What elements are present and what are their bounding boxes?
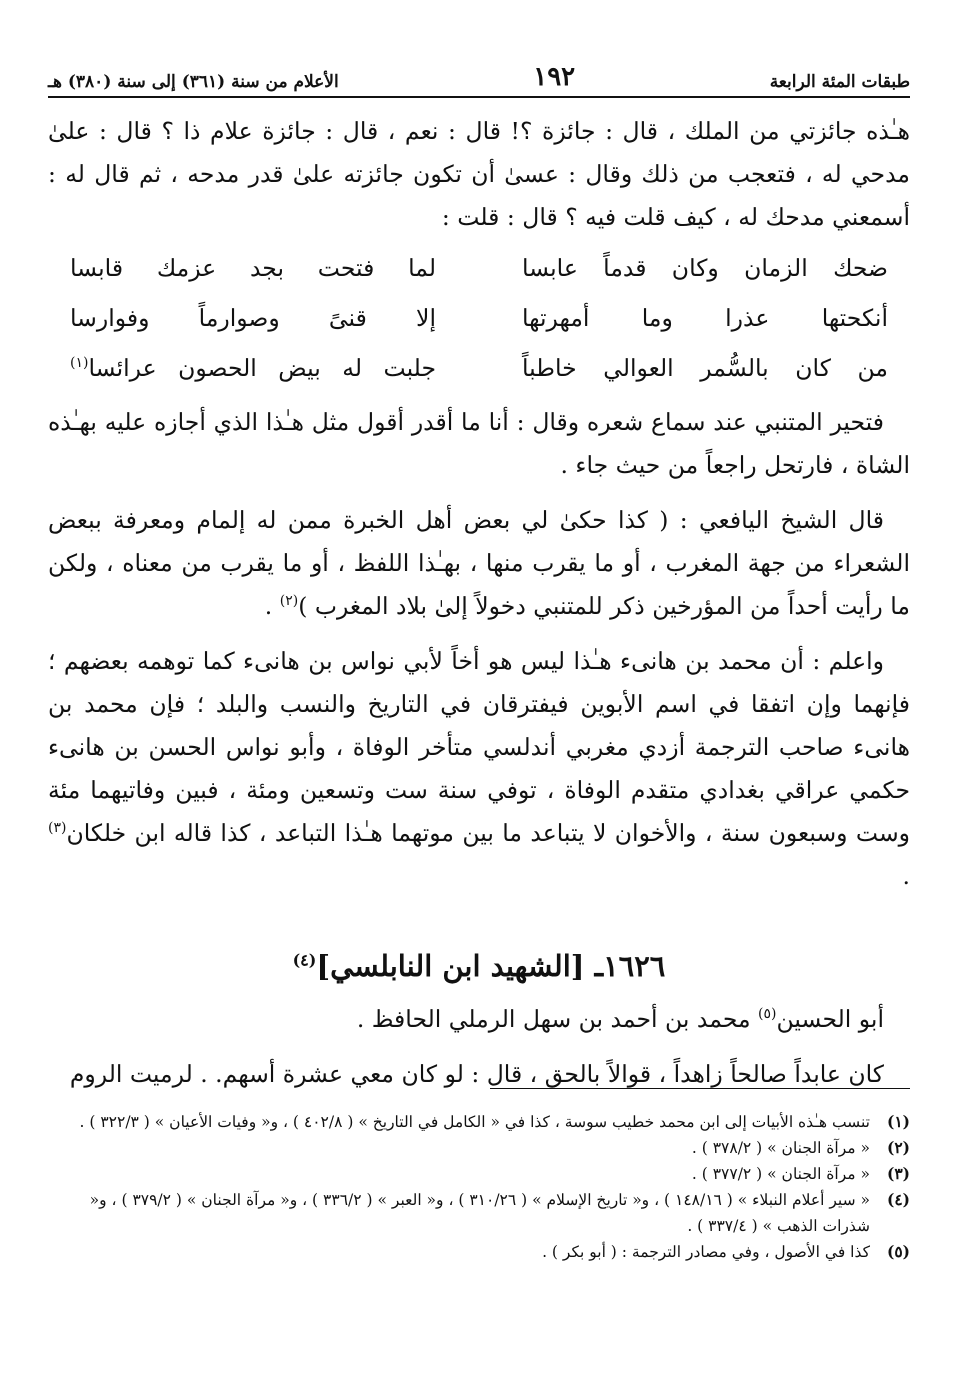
entry-heading [48,944,910,988]
paragraph-4 [48,640,910,898]
footnote-5 [48,1239,910,1265]
footnote-1-text: تنسب هـٰذه الأبيات إلى ابن محمد خطيب سوسة ، كذا في « الكامل في التاريخ » ( ٤٠٢/٨ ) ، و« وفيات الأعيان » ( ٣٢٢/٣ ) . [79,1113,870,1131]
footnote-1-number: (١) [886,1112,910,1131]
book-page [48,58,910,1096]
poem [48,243,910,393]
footnote-ref-4[interactable]: (٤) [292,950,317,970]
footnote-5-text: كذا في الأصول ، وفي مصادر الترجمة : ( أبو بكر ) . [542,1243,870,1261]
footnote-1 [48,1109,910,1135]
paragraph-3-text: قال الشيخ اليافعي : ( كذا حكىٰ لي بعض أهل الخبرة ممن له إلمام ومعرفة ببعض الشعراء من جهة المغرب ، أو ما يقرب منها ، بهـٰذا اللفظ ، أو ما يقرب من معناه ، ولكن ما رأيت أحداً من المؤرخين ذكر للمتنبي دخولاً إلىٰ بلاد المغرب ) [48,506,910,620]
footnote-ref-5[interactable]: (٥) [758,1006,777,1023]
paragraph-3-tail: . [264,592,280,620]
paragraph-3 [48,499,910,628]
verse-1-first-hemistich: ضحك الزمان وكان قدماً عابسا [522,253,888,282]
footnote-4-text: « سير أعلام النبلاء » ( ١٤٨/١٦ ) ، و« تاريخ الإسلام » ( ٣١٠/٢٦ ) ، و« العبر » ( ٣٣٦/٢ ) ، و« مرآة الجنان » ( ٣٧٩/٢ ) ، و« شذرات الذهب » ( ٣٣٧/٤ ) . [89,1191,870,1235]
footnote-4-number: (٤) [886,1190,910,1209]
footnote-3-number: (٣) [886,1164,910,1183]
paragraph-4-text: واعلم : أن محمد بن هانىء هـٰذا ليس هو أخاً لأبي نواس بن هانىء كما توهمه بعضهم ؛ فإنهما وإن اتفقا في اسم الأبوين فيفترقان في التاريخ والنسب والبلد ؛ فإن محمد بن هانىء صاحب الترجمة أزدي مغربي أندلسي متأخر الوفاة ، وأبو نواس الحسن بن هانىء حكمي عراقي بغدادي متقدم الوفاة ، توفي سنة ست وتسعين ومئة ، فبين وفاتيهما مئة وست وسبعون سنة ، والأخوان لا يتباعد ما بين موتهما هـٰذا التباعد ، كذا قاله ابن خلكان [48,647,910,847]
footnote-4 [48,1187,910,1239]
paragraph-5-after: محمد بن أحمد بن سهل الرملي الحافظ . [356,1005,759,1033]
paragraph-2: فتحير المتنبي عند سماع شعره وقال : أنا ما أقدر أقول مثل هـٰذا الذي أجازه عليه بهـٰذه الشاة ، فارتحل راجعاً من حيث جاء . [48,408,910,479]
verse-3-first-hemistich: من كان بالسُّمر العوالي خاطباً [522,353,888,382]
footnote-2 [48,1135,910,1161]
verse-2-second-hemistich: إلا قنىً وصوارماً وفوارسا [70,303,436,332]
header-section-range: الأعلام من سنة (٣٦١) إلى سنة (٣٨٠) هـ [48,72,339,92]
paragraph-4-tail: . [902,862,910,890]
verse-3-second-text: جلبت له بيض الحصون عرائسا [88,353,436,382]
running-header [48,58,910,98]
footnote-divider [490,1088,910,1089]
footnote-3 [48,1161,910,1187]
page-body [48,110,910,1096]
verse-3 [48,343,910,393]
paragraph-6: كان عابداً صالحاً زاهداً ، قوالاً بالحق ، قال : لو كان معي عشرة أسهم. . لرميت الروم [69,1060,884,1088]
header-book-title: طبقات المئة الرابعة [769,72,910,92]
footnote-list [48,1109,910,1265]
footnote-2-number: (٢) [886,1138,910,1157]
paragraph-5-before: أبو الحسين [776,1005,884,1033]
paragraph-1: هـٰذه جائزتي من الملك ، قال : جائزة ؟! قال : نعم ، قال : جائزة علام ذا ؟ قال : علىٰ مدحي له ، فتعجب من ذلك وقال : عسىٰ أن تكون جائزته علىٰ قدر مدحه ، ثم قال له : أسمعني مدحك له ، كيف قلت فيه ؟ قال : قلت : [48,117,910,231]
verse-2 [48,293,910,343]
page-number: ١٩٢ [533,62,576,92]
footnote-ref-3[interactable]: (٣) [48,820,67,837]
footnote-5-number: (٥) [886,1242,910,1261]
footnote-ref-1[interactable]: (١) [70,354,89,371]
footnotes [48,1088,910,1265]
verse-3-second-hemistich [48,347,458,390]
verse-1-second-hemistich: لما فتحت بجد عزمك قابسا [70,253,436,282]
paragraph-5 [48,998,910,1041]
footnote-ref-2[interactable]: (٢) [279,593,299,610]
verse-1 [48,243,910,293]
footnote-2-text: « مرآة الجنان » ( ٣٧٨/٢ ) . [691,1139,870,1157]
verse-2-first-hemistich: أنكحتها عذرا وما أمهرتها [522,303,888,332]
entry-heading-text: ١٦٢٦ـ [الشهيد ابن النابلسي] [316,949,666,983]
footnote-3-text: « مرآة الجنان » ( ٣٧٧/٢ ) . [691,1165,870,1183]
